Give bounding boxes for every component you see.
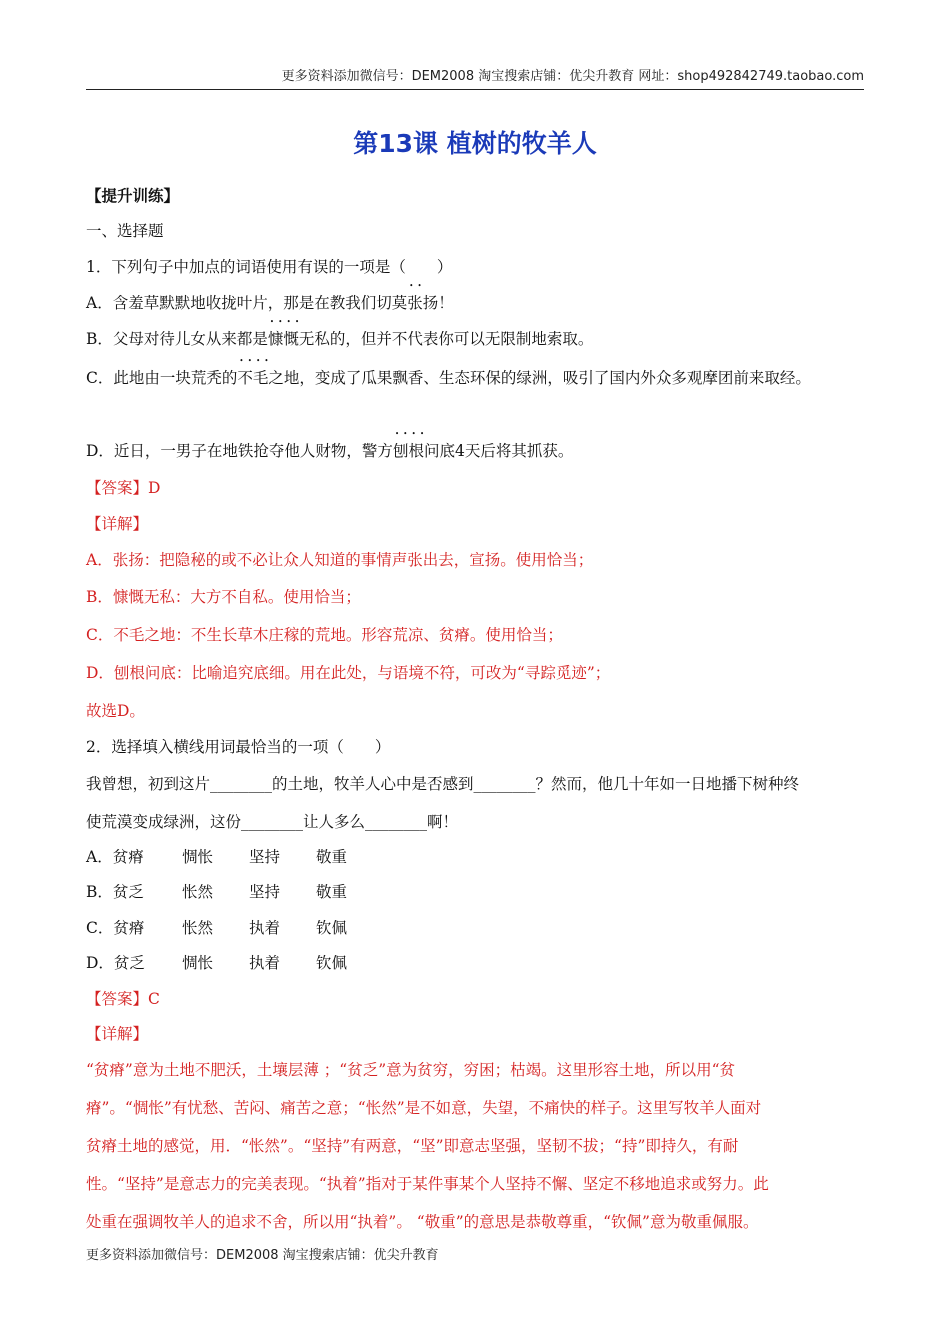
q1-answer: 【答案】D xyxy=(86,479,161,497)
q1-option-a: A．含羞草默默地收拢叶片，那是在教我们切莫• • 张扬！ xyxy=(86,291,454,313)
q1-detail-label: 【详解】 xyxy=(86,515,149,533)
q1-explain-a: A．张扬：把隐秘的或不必让众人知道的事情声张出去，宣扬。使用恰当； xyxy=(86,551,594,569)
q2-explain-3: 贫瘠土地的感觉，用．“怅然”。“坚持”有两意，“坚”即意志坚强，坚韧不拔；“持”即持久，有耐 xyxy=(86,1137,739,1155)
q2-stem: 2．选择填入横线用词最恰当的一项（ ） xyxy=(86,738,391,756)
q2-explain-2: 瘠”。“惆怅”有忧愁、苦闷、痛苦之意；“怅然”是不如意，失望，不痛快的样子。这里写牧羊人面对 xyxy=(86,1099,762,1117)
dotted-word: • • • • 不毛之地 xyxy=(237,369,299,387)
q1-explain-b: B．慷慨无私：大方不自私。使用恰当； xyxy=(86,588,361,606)
page-header: 更多资料添加微信号：DEM2008 淘宝搜索店铺：优尖升教育 网址：shop492842749.taobao.com xyxy=(86,67,864,90)
q2-explain-1: “贫瘠”意为土地不肥沃，土壤层薄 ；“贫乏”意为贫穷，穷困；枯竭。这里形容土地，所以用“贫 xyxy=(86,1061,736,1079)
q1-explain-c: C．不毛之地：不生长草木庄稼的荒地。形容荒凉、贫瘠。使用恰当； xyxy=(86,626,563,644)
q2-option-c: C．贫瘠 怅然 执着 钦佩 xyxy=(86,919,348,937)
q2-option-b: B．贫乏 怅然 坚持 敬重 xyxy=(86,883,348,901)
q2-passage-1: 我曾想，初到这片________的土地，牧羊人心中是否感到________？然而，他几十年如一日地播下树种终 xyxy=(86,775,800,793)
q2-option-a: A．贫瘠 惆怅 坚持 敬重 xyxy=(86,848,348,866)
q2-answer: 【答案】C xyxy=(86,990,160,1008)
part-label: 一、选择题 xyxy=(86,222,164,240)
q1-explain-d: D．刨根问底：比喻追究底细。用在此处，与语境不符，可改为“寻踪觅迹”； xyxy=(86,664,611,682)
q1-option-d: D．近日，一男子在地铁抢夺他人财物，警方• • • • 刨根问底4天后将其抓获。 xyxy=(86,439,573,461)
page-title: 第13课 植树的牧羊人 xyxy=(353,129,597,158)
q2-detail-label: 【详解】 xyxy=(86,1025,149,1043)
q2-explain-4: 性。“坚持”是意志力的完美表现。“执着”指对于某件事某个人坚持不懈、坚定不移地追求或努力。此 xyxy=(86,1175,769,1193)
dotted-word: • • 张扬 xyxy=(407,294,438,312)
q1-option-c: C．此地由一块荒秃的• • • • 不毛之地，变成了瓜果飘香、生态环保的绿洲，吸引了国内外众多观摩团前来取经。 xyxy=(86,366,811,388)
q1-stem: 1．下列句子中加点的词语使用有误的一项是（ ） xyxy=(86,258,453,276)
q2-option-d: D．贫乏 惆怅 执着 钦佩 xyxy=(86,954,348,972)
q2-passage-2: 使荒漠变成绿洲，这份________让人多么________啊！ xyxy=(86,813,459,831)
q1-option-b: B．父母对待儿女从来都是• • • • 慷慨无私的，但并不代表你可以无限制地索取。 xyxy=(86,327,593,349)
q1-conclusion: 故选D。 xyxy=(86,702,145,720)
q2-explain-5: 处重在强调牧羊人的追求不舍，所以用“执着”。 “敬重”的意思是恭敬尊重，“钦佩”意为敬重佩服。 xyxy=(86,1213,759,1231)
dotted-word: • • • • 刨根问底 xyxy=(393,442,455,460)
dotted-word: • • • • 慷慨无私 xyxy=(268,330,330,348)
page-footer: 更多资料添加微信号：DEM2008 淘宝搜索店铺：优尖升教育 xyxy=(86,1248,439,1263)
section-label: 【提升训练】 xyxy=(86,187,180,205)
